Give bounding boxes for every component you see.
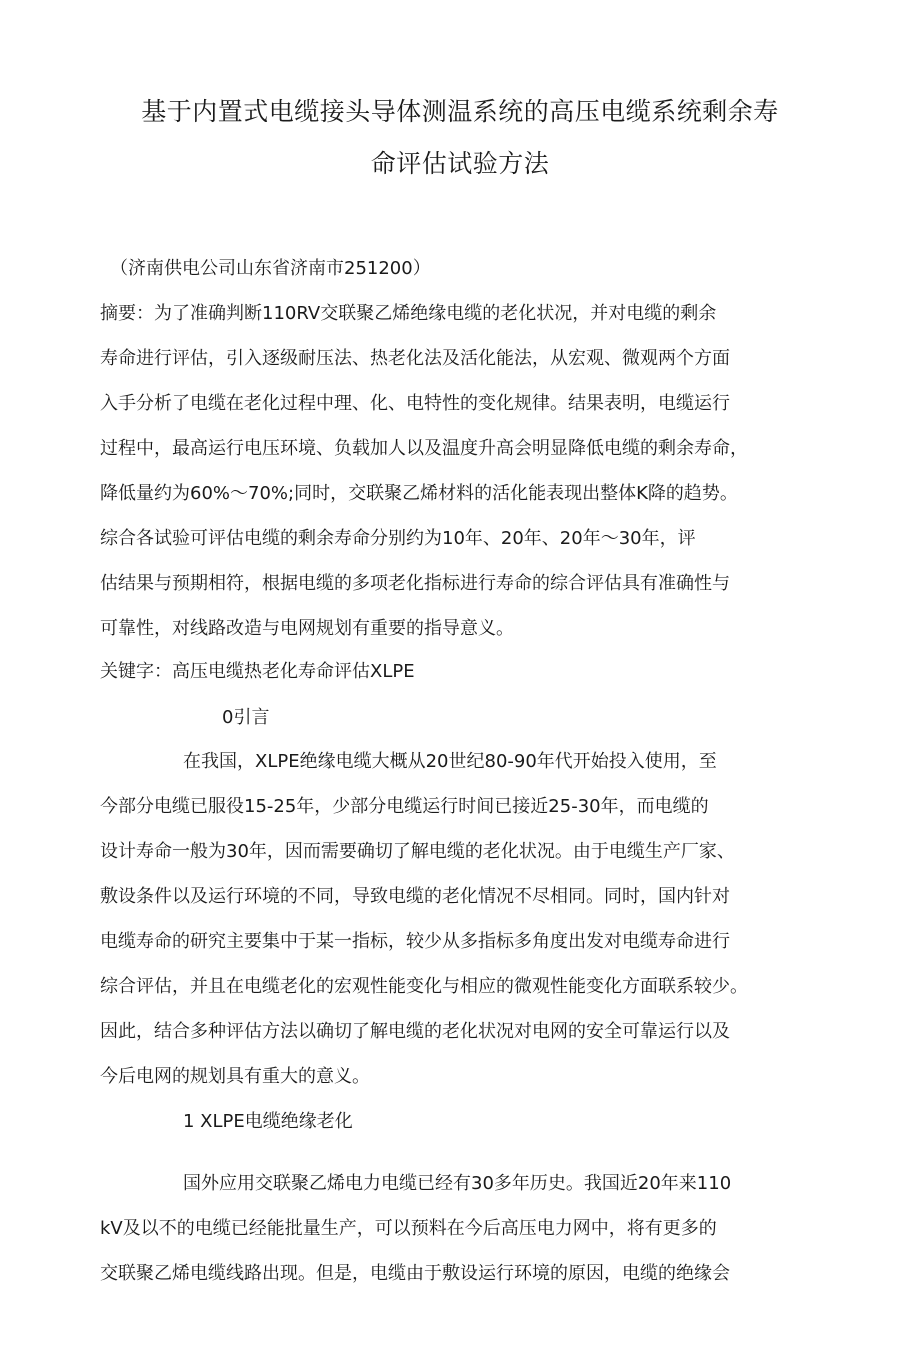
- paragraph-line: 国外应用交联聚乙烯电力电缆已经有30多年历史。我国近20年来110: [183, 1173, 732, 1194]
- paragraph-line: 设计寿命一般为30年，因而需要确切了解电缆的老化状况。由于电缆生产厂家、: [100, 841, 735, 862]
- abstract-line: 寿命进行评估，引入逐级耐压法、热老化法及活化能法，从宏观、微观两个方面: [100, 348, 730, 369]
- paragraph-line: 综合评估，并且在电缆老化的宏观性能变化与相应的微观性能变化方面联系较少。: [100, 976, 748, 997]
- paragraph-line: kV及以不的电缆已经能批量生产，可以预料在今后高压电力网中，将有更多的: [100, 1218, 717, 1239]
- abstract-line: 降低量约为60%～70%;同时，交联聚乙烯材料的活化能表现出整体K降的趋势。: [100, 483, 738, 504]
- abstract-line: 过程中，最高运行电压环境、负载加人以及温度升高会明显降低电缆的剩余寿命，: [100, 438, 748, 459]
- paragraph-line: 今后电网的规划具有重大的意义。: [100, 1066, 370, 1087]
- paragraph-line: 今部分电缆已服役15-25年，少部分电缆运行时间已接近25-30年，而电缆的: [100, 796, 709, 817]
- abstract-line: 入手分析了电缆在老化过程中理、化、电特性的变化规律。结果表明，电缆运行: [100, 393, 730, 414]
- affiliation: （济南供电公司山东省济南市251200）: [110, 258, 431, 279]
- abstract-line: 综合各试验可评估电缆的剩余寿命分别约为10年、20年、20年～30年，评: [100, 528, 696, 549]
- title-line-1: 基于内置式电缆接头导体测温系统的高压电缆系统剩余寿: [141, 97, 779, 126]
- title-line-2: 命评估试验方法: [370, 149, 550, 178]
- paragraph-line: 交联聚乙烯电缆线路出现。但是，电缆由于敷设运行环境的原因，电缆的绝缘会: [100, 1263, 730, 1284]
- paragraph-line: 在我国，XLPE绝缘电缆大概从20世纪80-90年代开始投入使用，至: [183, 751, 717, 772]
- paragraph-line: 电缆寿命的研究主要集中于某一指标，较少从多指标多角度出发对电缆寿命进行: [100, 931, 730, 952]
- abstract-line: 可靠性，对线路改造与电网规划有重要的指导意义。: [100, 618, 514, 639]
- keywords: 关键字：高压电缆热老化寿命评估XLPE: [100, 661, 415, 682]
- section-heading-xlpe-insulation-aging: 1 XLPE电缆绝缘老化: [183, 1111, 353, 1132]
- paragraph-line: 因此，结合多种评估方法以确切了解电缆的老化状况对电网的安全可靠运行以及: [100, 1021, 730, 1042]
- section-heading-introduction: 0引言: [222, 707, 270, 728]
- abstract-line: 摘要：为了准确判断110RV交联聚乙烯绝缘电缆的老化状况，并对电缆的剩余: [100, 303, 717, 324]
- abstract-line: 估结果与预期相符，根据电缆的多项老化指标进行寿命的综合评估具有准确性与: [100, 573, 730, 594]
- paragraph-line: 敷设条件以及运行环境的不同，导致电缆的老化情况不尽相同。同时，国内针对: [100, 886, 730, 907]
